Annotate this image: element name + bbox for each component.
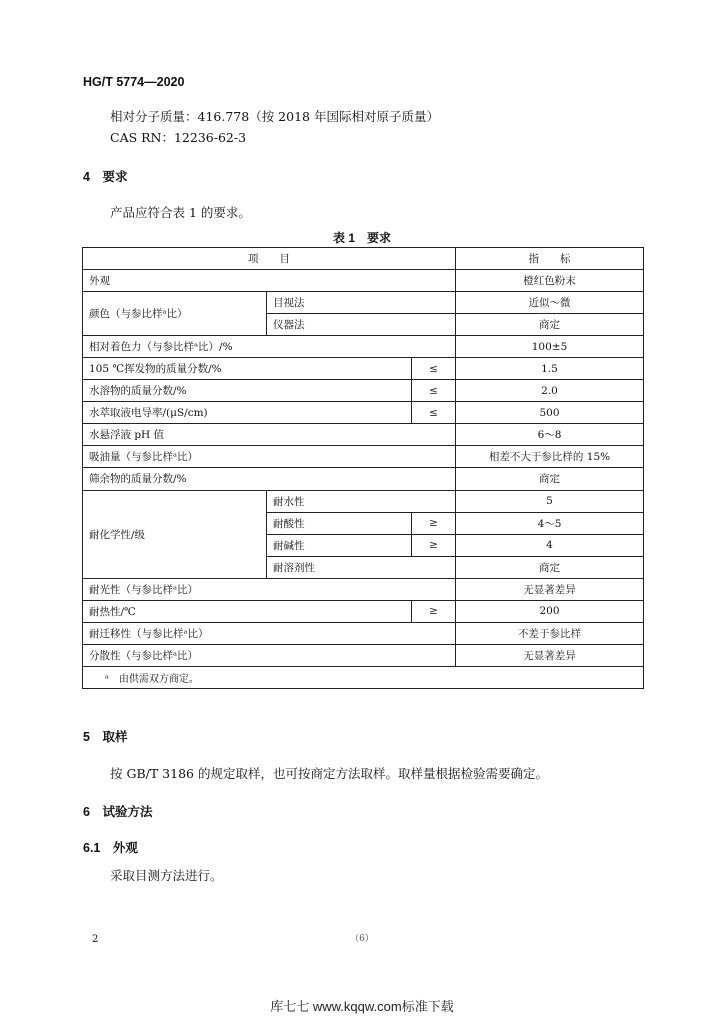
row-value: 商定 xyxy=(456,314,644,336)
row-label: 吸油量（与参比样ᵃ比） xyxy=(83,446,456,468)
section-4-title: 4 要求 xyxy=(83,170,128,184)
page-number: 2 xyxy=(92,934,99,945)
row-value: 5 xyxy=(456,490,644,512)
limit-symbol: ≤ xyxy=(412,358,456,380)
row-label: 外观 xyxy=(83,270,456,292)
table-row xyxy=(83,490,644,512)
row-value: 100±5 xyxy=(456,336,644,358)
table-row xyxy=(83,446,644,468)
table-row xyxy=(83,402,644,424)
table-row xyxy=(83,578,644,600)
row-value: 相差不大于参比样的 15% xyxy=(456,446,644,468)
section-6-1-title: 6.1 外观 xyxy=(83,841,138,855)
section-6-1-text: 采取目测方法进行。 xyxy=(110,868,223,883)
row-value: 不差于参比样 xyxy=(456,622,644,644)
standard-number: HG/T 5774—2020 xyxy=(83,75,185,89)
molecular-weight: 相对分子质量：416.778（按 2018 年国际相对原子质量） xyxy=(110,109,439,124)
table-row xyxy=(83,358,644,380)
sub-label: 耐碱性 xyxy=(267,534,412,556)
row-label: 水溶物的质量分数/% xyxy=(83,380,412,402)
limit-symbol: ≤ xyxy=(412,380,456,402)
row-label: 耐迁移性（与参比样ᵃ比） xyxy=(83,622,456,644)
sub-label: 耐酸性 xyxy=(267,512,412,534)
sub-label: 仪器法 xyxy=(267,314,456,336)
row-value: 商定 xyxy=(456,468,644,490)
sheet-number: （6） xyxy=(350,934,374,944)
row-value: 500 xyxy=(456,402,644,424)
row-label: 水萃取液电导率/(μS/cm) xyxy=(83,402,412,424)
row-value: 2.0 xyxy=(456,380,644,402)
row-value: 无显著差异 xyxy=(456,578,644,600)
header-spec: 指 标 xyxy=(456,248,644,270)
row-value: 4 xyxy=(456,534,644,556)
section-6-title: 6 试验方法 xyxy=(83,805,153,819)
row-label: 耐化学性/级 xyxy=(83,490,267,578)
section-4-text: 产品应符合表 1 的要求。 xyxy=(110,205,251,220)
row-value: 6～8 xyxy=(456,424,644,446)
row-label: 105 ℃挥发物的质量分数/% xyxy=(83,358,412,380)
row-value: 商定 xyxy=(456,556,644,578)
table-caption: 表 1 要求 xyxy=(332,231,391,245)
row-label: 筛余物的质量分数/% xyxy=(83,468,456,490)
table-footnote: ᵃ 由供需双方商定。 xyxy=(83,666,644,688)
table-row xyxy=(83,622,644,644)
table-row xyxy=(83,468,644,490)
row-label: 耐光性（与参比样ᵃ比） xyxy=(83,578,456,600)
limit-symbol: ≥ xyxy=(412,534,456,556)
section-5-text: 按 GB/T 3186 的规定取样，也可按商定方法取样。取样量根据检验需要确定。 xyxy=(110,766,548,781)
row-value: 近似～微 xyxy=(456,292,644,314)
table-row xyxy=(83,270,644,292)
sub-label: 耐水性 xyxy=(267,490,456,512)
sub-label: 耐溶剂性 xyxy=(267,556,456,578)
sub-label: 目视法 xyxy=(267,292,456,314)
table-row xyxy=(83,380,644,402)
download-watermark[interactable]: 库七七 www.kqqw.com标准下载 xyxy=(270,999,454,1014)
header-item: 项 目 xyxy=(83,248,456,270)
row-label: 水悬浮液 pH 值 xyxy=(83,424,456,446)
table-note-row xyxy=(83,666,644,688)
requirements-table xyxy=(82,247,644,689)
limit-symbol: ≤ xyxy=(412,402,456,424)
row-value: 4～5 xyxy=(456,512,644,534)
table-row xyxy=(83,424,644,446)
row-value: 200 xyxy=(456,600,644,622)
table-row xyxy=(83,600,644,622)
table-row xyxy=(83,292,644,314)
limit-symbol: ≥ xyxy=(412,512,456,534)
row-label: 颜色（与参比样ᵃ比） xyxy=(83,292,267,336)
table-row xyxy=(83,644,644,666)
cas-number: CAS RN：12236-62-3 xyxy=(110,130,247,145)
row-label: 相对着色力（与参比样ᵃ比）/% xyxy=(83,336,456,358)
row-value: 橙红色粉末 xyxy=(456,270,644,292)
row-label: 分散性（与参比样ᵃ比） xyxy=(83,644,456,666)
limit-symbol: ≥ xyxy=(412,600,456,622)
table-row xyxy=(83,336,644,358)
row-value: 无显著差异 xyxy=(456,644,644,666)
row-label: 耐热性/℃ xyxy=(83,600,412,622)
section-5-title: 5 取样 xyxy=(83,730,128,744)
row-value: 1.5 xyxy=(456,358,644,380)
table-header-row xyxy=(83,248,644,270)
